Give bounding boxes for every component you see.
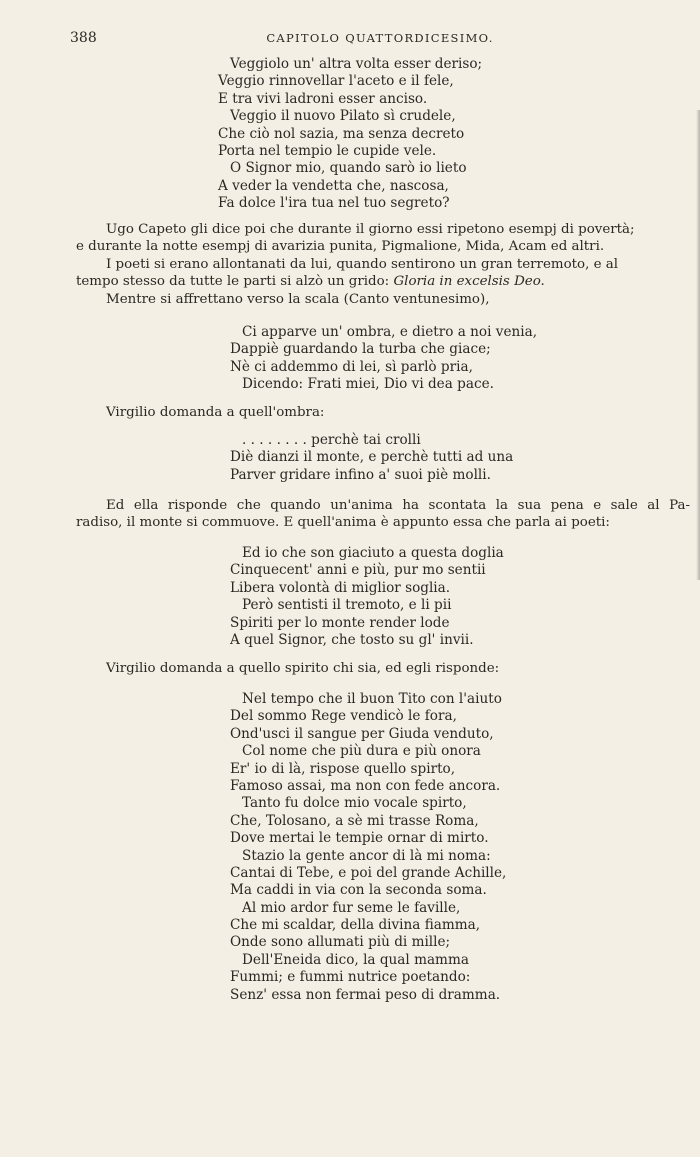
prose-line: Ed ella risponde che quando un'anima ha scontata la sua pena e sale al Pa-	[106, 498, 690, 513]
verse-line: Fummi; e fummi nutrice poetando:	[230, 969, 471, 986]
verse-line: Ma caddi in via con la seconda soma.	[230, 882, 487, 899]
verse-line: Libera volontà di miglior soglia.	[230, 579, 451, 596]
verse-block-2	[230, 324, 537, 394]
verse-line: Diè dianzi il monte, e perchè tutti ad una	[230, 449, 514, 466]
verse-line: Nè ci addemmo di lei, sì parlò pria,	[230, 358, 473, 375]
verse-block-5	[230, 691, 506, 1004]
verse-line: Famoso assai, ma non con fede ancora.	[230, 777, 501, 794]
latin-phrase: Gloria in excelsis Deo.	[393, 274, 545, 290]
verse-line: Cinquecent' anni e più, pur mo sentii	[230, 562, 486, 579]
verse-line: Al mio ardor fur seme le faville,	[242, 899, 461, 916]
verse-line: A veder la vendetta che, nascosa,	[218, 177, 449, 194]
verse-block-1	[218, 56, 482, 213]
paragraph-2	[106, 404, 690, 421]
page-number: 388	[70, 30, 97, 46]
verse-line: Però sentisti il tremoto, e li pii	[242, 597, 452, 614]
verse-line: A quel Signor, che tosto su gl' invii.	[230, 631, 474, 648]
verse-line: Dappiè guardando la turba che giace;	[230, 341, 491, 358]
verse-line: Veggio rinnovellar l'aceto e il fele,	[218, 73, 454, 90]
verse-line: . . . . . . . . perchè tai crolli	[242, 432, 421, 448]
prose-line: I poeti si erano allontanati da lui, quando sentirono un gran terremoto, e al	[106, 256, 619, 272]
verse-line: Che mi scaldar, della divina fiamma,	[230, 917, 481, 934]
paragraph-1	[76, 221, 690, 308]
verse-line: Dicendo: Frati miei, Dio vi dea pace.	[242, 376, 494, 393]
verse-line: Onde sono allumati più di mille;	[230, 934, 451, 951]
verse-line: Dove mertai le tempie ornar di mirto.	[230, 830, 489, 847]
prose-line: Mentre si affrettano verso la scala (Canto ventunesimo),	[106, 291, 490, 307]
prose-text: tempo stesso da tutte le parti si alzò un grido:	[76, 274, 390, 290]
verse-line: Er' io di là, rispose quello spirto,	[230, 760, 456, 777]
verse-line: Senz' essa non fermai peso di dramma.	[230, 986, 501, 1003]
verse-line: Parver gridare infino a' suoi piè molli.	[230, 466, 491, 483]
verse-line: Tanto fu dolce mio vocale spirto,	[242, 795, 467, 812]
prose-line: e durante la notte esempj di avarizia punita, Pigmalione, Mida, Acam ed altri.	[76, 239, 605, 255]
verse-line: Dell'Eneida dico, la qual mamma	[242, 951, 469, 968]
page-edge-shadow	[696, 110, 700, 580]
prose-line: Ugo Capeto gli dice poi che durante il giorno essi ripetono esempj di povertà;	[106, 222, 635, 237]
verse-line: Cantai di Tebe, e poi del grande Achille,	[230, 864, 507, 881]
verse-line: Nel tempo che il buon Tito con l'aiuto	[242, 691, 502, 707]
verse-block-4	[230, 545, 504, 649]
prose-line	[76, 273, 690, 290]
verse-line: E tra vivi ladroni esser anciso.	[218, 90, 428, 107]
verse-line: Che ciò nol sazia, ma senza decreto	[218, 125, 465, 142]
paragraph-4	[106, 660, 690, 677]
verse-line: Stazio la gente ancor di là mi noma:	[242, 847, 491, 864]
verse-line: Veggio il nuovo Pilato sì crudele,	[230, 108, 456, 125]
running-head: CAPITOLO QUATTORDICESIMO.	[266, 31, 494, 45]
verse-line: Ed io che son giaciuto a questa doglia	[242, 545, 504, 561]
page-header	[70, 30, 690, 50]
prose-line: radiso, il monte si commuove. E quell'anima è appunto essa che parla ai poeti:	[76, 515, 610, 531]
verse-line: Ond'usci il sangue per Giuda venduto,	[230, 725, 494, 742]
verse-line: Che, Tolosano, a sè mi trasse Roma,	[230, 812, 479, 829]
prose-line: Virgilio domanda a quell'ombra:	[106, 405, 325, 420]
verse-line: Veggiolo un' altra volta esser deriso;	[230, 56, 483, 72]
verse-line: Col nome che più dura e più onora	[242, 743, 481, 760]
verse-line: Del sommo Rege vendicò le fora,	[230, 708, 457, 725]
verse-line: O Signor mio, quando sarò io lieto	[230, 160, 467, 177]
verse-block-3	[230, 432, 513, 484]
verse-line: Porta nel tempio le cupide vele.	[218, 142, 437, 159]
verse-line: Spiriti per lo monte render lode	[230, 614, 450, 631]
prose-line: Virgilio domanda a quello spirito chi sia, ed egli risponde:	[106, 661, 500, 676]
verse-line: Fa dolce l'ira tua nel tuo segreto?	[218, 195, 450, 212]
paragraph-3	[76, 497, 690, 532]
verse-line: Ci apparve un' ombra, e dietro a noi venia,	[242, 324, 538, 340]
